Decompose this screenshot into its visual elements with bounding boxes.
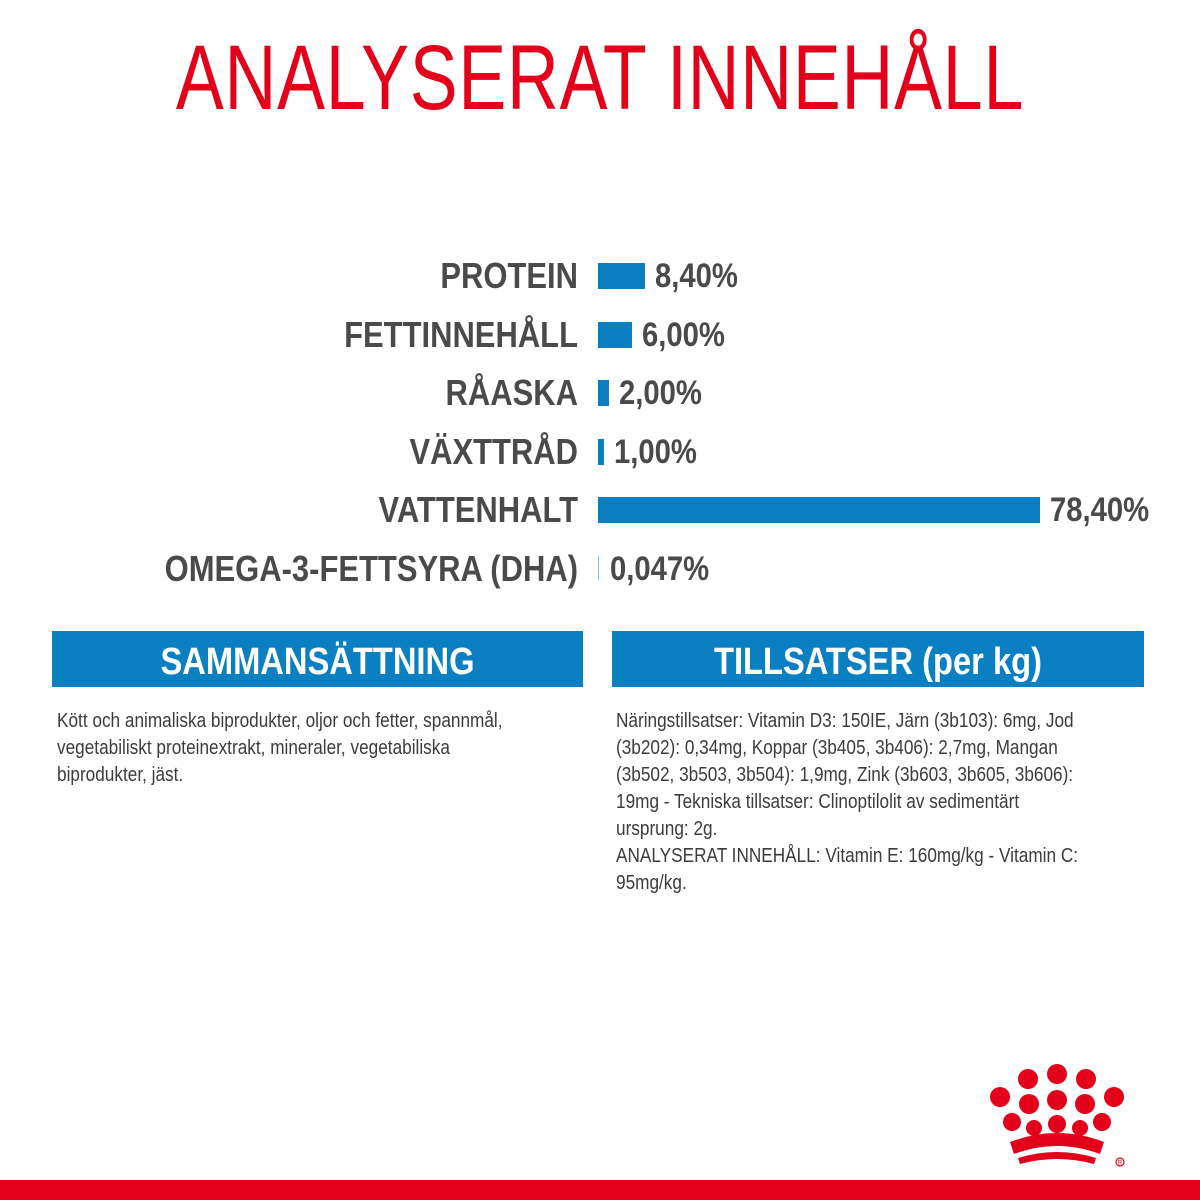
bar [598,322,632,348]
additives-text [616,708,1149,897]
value-label: 1,00% [614,432,697,471]
composition-line: vegetabiliskt proteinextrakt, mineraler, vegetabiliska [57,737,450,759]
value-label: 78,40% [1050,491,1150,529]
bar [598,380,609,406]
svg-text:R: R [1117,1160,1123,1167]
additives-heading [649,639,1107,685]
composition-heading-box [52,627,583,687]
composition-line: biprodukter, jäst. [57,764,184,786]
additives-line: (3b202): 0,34mg, Koppar (3b405, 3b406): 2,7mg, Mangan [616,737,1058,759]
category-label: PROTEIN [440,255,578,296]
composition-heading: SAMMANSÄTTNING [160,641,475,683]
additives-line: ursprung: 2g. [616,818,718,840]
bar [598,263,645,289]
additives-heading-box [612,627,1144,687]
additives-line: 95mg/kg. [616,872,687,894]
bar [598,439,604,465]
category-label: FETTINNEHÅLL [344,313,578,355]
bar [598,556,599,580]
category-label: RÅASKA [445,372,578,413]
bottom-brand-bar [0,1180,1200,1200]
additives-line: Näringstillsatser: Vitamin D3: 150IE, Järn (3b103): 6mg, Jod [616,710,1074,732]
additives-heading-text: TILLSATSER (per kg) [713,641,1043,683]
value-label: 6,00% [642,315,725,354]
bar [598,497,1040,523]
category-label: VATTENHALT [378,489,578,530]
value-label: 8,40% [655,257,738,295]
additives-line: (3b502, 3b503, 3b504): 1,9mg, Zink (3b603, 3b605, 3b606): [616,764,1074,786]
category-label: VÄXTTRÅD [409,430,578,472]
value-label: 0,047% [610,549,710,588]
additives-line: ANALYSERAT INNEHÅLL: Vitamin E: 160mg/kg - Vitamin C: [616,845,1079,867]
composition-line: Kött och animaliska biprodukter, oljor och fetter, spannmål, [57,710,503,732]
category-label: OMEGA-3-FETTSYRA (DHA) [164,547,578,589]
page-title: ANALYSERAT INNEHÅLL [175,27,1025,129]
composition-text [57,708,590,789]
value-label: 2,00% [619,374,702,412]
additives-line: 19mg - Tekniska tillsatser: Clinoptilolit av sedimentärt [616,791,1020,813]
crown-icon [982,1062,1132,1182]
